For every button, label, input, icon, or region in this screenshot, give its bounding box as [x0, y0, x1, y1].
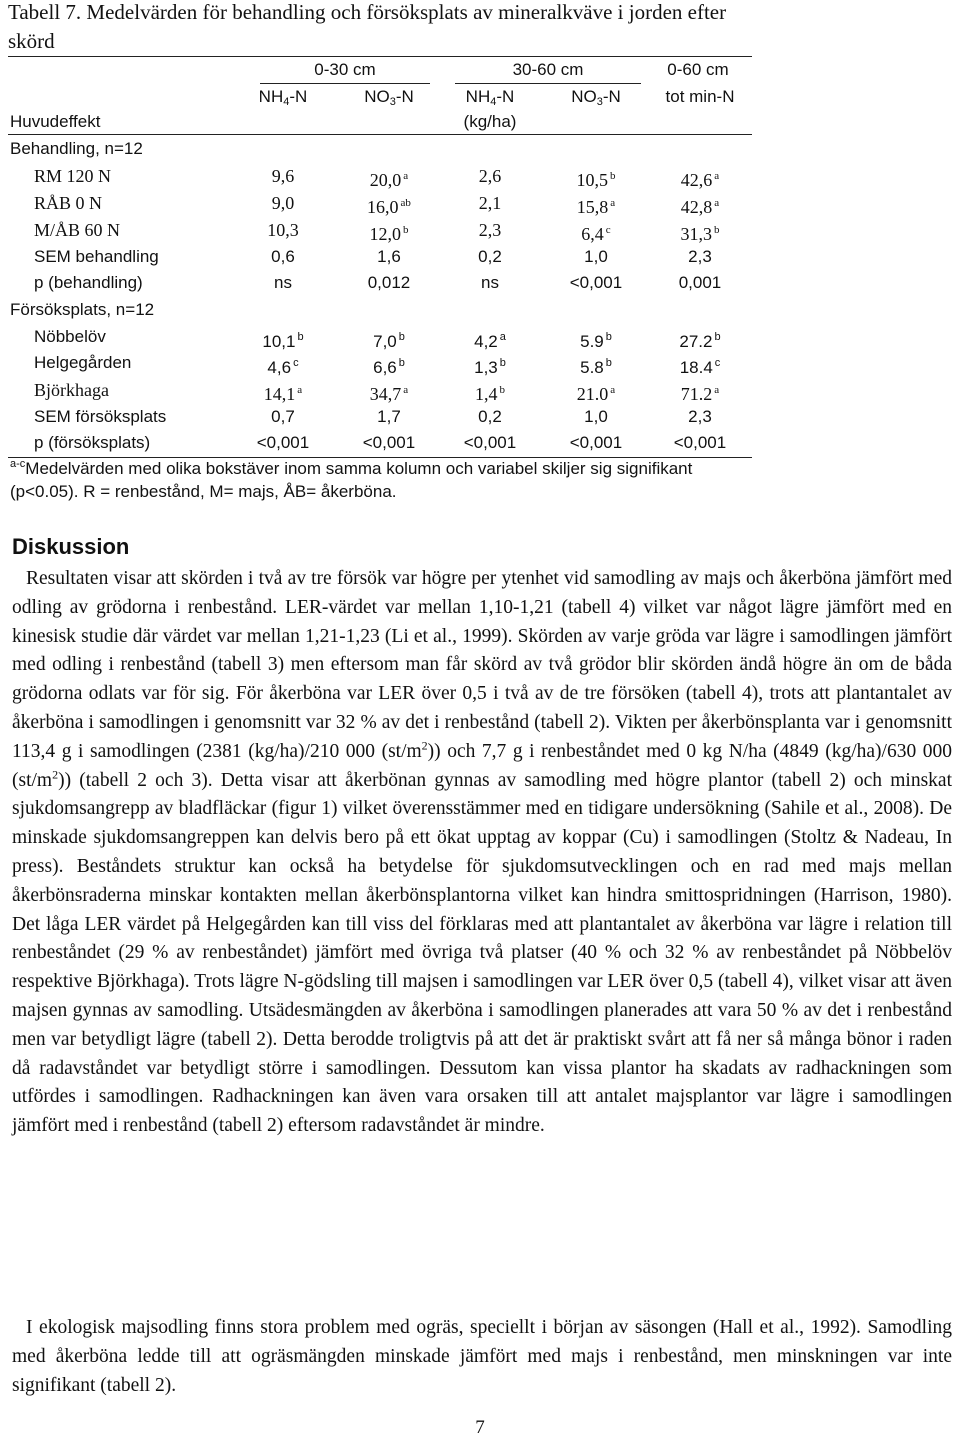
para2-text: I ekologisk majsodling finns stora problem med ogräs, speciellt i början av säsongen (Hall et al., 1992). Samodling med åkerböna ledde till att ogräsmängden minskade jämfört med majs i renbestånd, men minskningen var inte signifikant (tabell 2). [12, 1317, 952, 1396]
depth-header: 30-60 cm [512, 60, 584, 79]
discussion-paragraph-1 [12, 565, 952, 1141]
page-number: 7 [475, 1417, 485, 1438]
row-label: Helgegården [34, 353, 132, 372]
discussion-paragraph-2 [12, 1314, 952, 1400]
table-cell: 0,2 [478, 247, 502, 266]
significance-letter: a [499, 331, 506, 343]
row-label: p (behandling) [34, 273, 143, 292]
significance-letter: b [499, 357, 506, 369]
para1-sup-1: 2 [421, 738, 428, 753]
table-cell: 4,2 $^a$ [474, 331, 506, 351]
significance-letter: b [605, 357, 612, 369]
row-label: SEM försöksplats [34, 407, 167, 426]
significance-letter: a [403, 170, 409, 182]
significance-letter: a [714, 384, 720, 396]
table-cell: 2,6 [478, 166, 502, 186]
significance-letter: ab [400, 197, 411, 209]
table-cell: <0,001 [362, 433, 416, 452]
significance-letter: b [398, 331, 405, 343]
table-cell: 10,1 $^b$ [262, 331, 304, 351]
significance-letter: b [605, 331, 612, 343]
table-cell: 1,0 [584, 407, 608, 426]
significance-letter: b [714, 224, 720, 236]
table-cell: 0,2 [478, 407, 502, 426]
table-cell: 2,3 [478, 220, 502, 240]
table-cell: 20,0 $^a$ [369, 170, 409, 190]
significance-letter: b [499, 384, 505, 396]
table-cell: <0,001 [569, 433, 623, 452]
depth-header: 0-30 cm [314, 60, 376, 79]
column-header: tot min-N [665, 87, 735, 106]
para1-text-1: Resultaten visar att skörden i två av tre försök var högre per ytenhet vid samodling av majs och åkerböna jämfört med odling av grödorna i renbestånd. LER-värdet var mellan 1,10-1,21 (tabell 4) vilket var något lägre jämfört med en kinesisk studie där värdet var mellan 1,21-1,23 (Li et al., 1999). Skörden av varje gröda var lägre i samodlingen jämfört med odling i renbestånd (tabell 3) men eftersom man får skörd av två grödor blir skörden ändå högre än om de båda grödorna odlats var för sig. För åkerböna var LER över 0,5 i två av de tre försöken (tabell 4), trots att plantantalet av åkerböna i samodlingen i genomsnitt var 32 % av det i renbestånd (tabell 2). Vikten per åkerbönsplanta var i genomsnitt 113,4 g i samodlingen (2381 (kg/ha)/210 000 (st/m [12, 568, 952, 762]
unit-label: (kg/ha) [463, 112, 517, 131]
table-cell: 0,012 [367, 273, 411, 292]
table-cell: 0,7 [271, 407, 295, 426]
table-cell: 12,0 $^b$ [369, 224, 409, 244]
table-cell: <0,001 [463, 433, 517, 452]
table-caption: Tabell 7. Medelvärden för behandling och försöksplats av mineralkväve i jorden efter skörd [8, 0, 727, 53]
table-cell: 31,3 $^b$ [680, 224, 720, 244]
rule-header-bottom [8, 134, 752, 135]
row-label: SEM behandling [34, 247, 159, 266]
table-cell: 34,7 $^a$ [369, 384, 409, 404]
significance-letter: b [297, 331, 304, 343]
significance-letter: b [398, 357, 405, 369]
table-cell: 2,3 [688, 407, 712, 426]
table-cell: 71.2 $^a$ [680, 384, 720, 404]
significance-letter: b [714, 331, 721, 343]
footnote-superscript: a-c [10, 458, 26, 470]
table-footnote [10, 453, 750, 503]
table-cell: 42,6 $^a$ [680, 170, 720, 190]
table-cell: 1,7 [377, 407, 401, 426]
significance-letter: b [610, 170, 616, 182]
table-cell: 10,5 $^b$ [576, 170, 616, 190]
table-cell: 0,6 [271, 247, 295, 266]
column-header: $NH_4-N$ [258, 87, 308, 108]
table-cell: 7,0 $^b$ [373, 331, 405, 351]
significance-letter: c [605, 224, 611, 236]
table-cell: 6,6 $^b$ [373, 357, 405, 377]
para1-text-2: )) och 7,7 g i renbeståndet med 0 kg N/ha (4849 (kg/ha)/630 000 (st/m [12, 740, 952, 791]
section-heading: Diskussion [12, 534, 130, 559]
row-label: Björkhaga [34, 380, 109, 400]
section-label: Behandling, n=12 [10, 139, 143, 158]
footnote-text: Medelvärden med olika bokstäver inom samma kolumn och variabel skiljer sig signifikant (p<0.05). R = renbestånd, M= majs, ÅB= åkerböna. [10, 459, 693, 501]
table-cell: ns [481, 273, 499, 292]
significance-letter: a [297, 384, 303, 396]
row-label: RÅB 0 N [34, 193, 103, 213]
table-cell: 14,1 $^a$ [263, 384, 303, 404]
column-header: $NO_3-N$ [571, 87, 621, 108]
table-cell: 6,4 $^c$ [581, 224, 611, 244]
significance-letter: a [610, 384, 616, 396]
table-cell: <0,001 [569, 273, 623, 292]
significance-letter: c [293, 357, 299, 369]
significance-letter: a [714, 197, 720, 209]
table-cell: 5.9 $^b$ [580, 331, 612, 351]
column-header: $NO_3-N$ [364, 87, 414, 108]
table-cell: <0,001 [673, 433, 727, 452]
table-cell: 5.8 $^b$ [580, 357, 612, 377]
table-cell: 18.4 $^c$ [679, 357, 721, 377]
table-cell: 0,001 [678, 273, 722, 292]
table-cell: 16,0 $^{ab}$ [367, 197, 411, 217]
depth-header: 0-60 cm [667, 60, 729, 79]
table-cell: 42,8 $^a$ [680, 197, 720, 217]
column-header: $NH_4-N$ [465, 87, 515, 108]
table-cell: <0,001 [256, 433, 310, 452]
table-cell: 10,3 [267, 220, 299, 240]
table-cell: 2,1 [478, 193, 502, 213]
table-cell: ns [274, 273, 292, 292]
row-label: M/ÅB 60 N [34, 220, 121, 240]
significance-letter: a [610, 197, 616, 209]
table-cell: 15,8 $^a$ [576, 197, 616, 217]
table-cell: 2,3 [688, 247, 712, 266]
row-label: p (försöksplats) [34, 433, 151, 452]
table-cell: 1,3 $^b$ [474, 357, 506, 377]
table-cell: 21.0 $^a$ [576, 384, 616, 404]
section-label: Försöksplats, n=12 [10, 300, 155, 319]
table-cell: 27.2 $^b$ [679, 331, 721, 351]
significance-letter: a [714, 170, 720, 182]
row-label: RM 120 N [34, 166, 112, 186]
table-cell: 1,6 [377, 247, 401, 266]
table-cell: 1,0 [584, 247, 608, 266]
table-cell: 1,4 $^b$ [475, 384, 505, 404]
table-cell: 4,6 $^c$ [267, 357, 299, 377]
row-label: Nöbbelöv [34, 327, 106, 346]
significance-letter: b [403, 224, 409, 236]
table-cell: 9,0 [271, 193, 295, 213]
significance-letter: a [403, 384, 409, 396]
table-cell: 9,6 [271, 166, 295, 186]
para1-sup-2: 2 [52, 767, 59, 782]
row-header-label: Huvudeffekt [10, 112, 101, 131]
significance-letter: c [714, 357, 721, 369]
para1-text-3: )) (tabell 2 och 3). Detta visar att åkerbönan gynnas av samodling med högre plantor (tabell 2) och minskat sjukdomsangrepp av bladfläckar (figur 1) vilket överensstämmer med en tidigare undersökning (Sahile et al., 2008). De minskade sjukdomsangreppen kan delvis bero på ett ökat upptag av koppar (Cu) i samodlingen (Stoltz & Nadeau, In press). Beståndets struktur kan också ha betydelse för sjukdomsutvecklingen och en rad med majs mellan åkerbönsraderna minskar kontakten mellan åkerbönsplantorna vilket kan hindra smittospridningen (Harrison, 1980). Det låga LER värdet på Helgegården kan till viss del förklaras med att plantantalet av åkerböna var lägre i relation till renbeståndet (29 % av renbeståndet) jämfört med övriga två platser (40 % och 32 % av renbeståndet på Nöbbelöv respektive Björkhaga). Trots lägre N-gödsling till majsen i samodlingen var LER över 0,5 (tabell 4), vilket visar att även majsen gynnas av samodling. Utsädesmängden av åkerböna i samodlingen planerades att vara 50 % av det i renbestånd men var betydligt lägre (tabell 2). Detta berodde troligtvis på att det är praktiskt svårt att få ner så många bönor i raden då radavståndet var betydligt större i samodlingen. Dessutom kan vissa plantor ha skadats av radhackningen som utfördes i samodlingen. Radhackningen kan även vara orsaken till att antalet majsplantor var lägre i samodlingen jämfört med i renbestånd (tabell 2) eftersom radavståndet är mindre. [12, 769, 952, 1137]
